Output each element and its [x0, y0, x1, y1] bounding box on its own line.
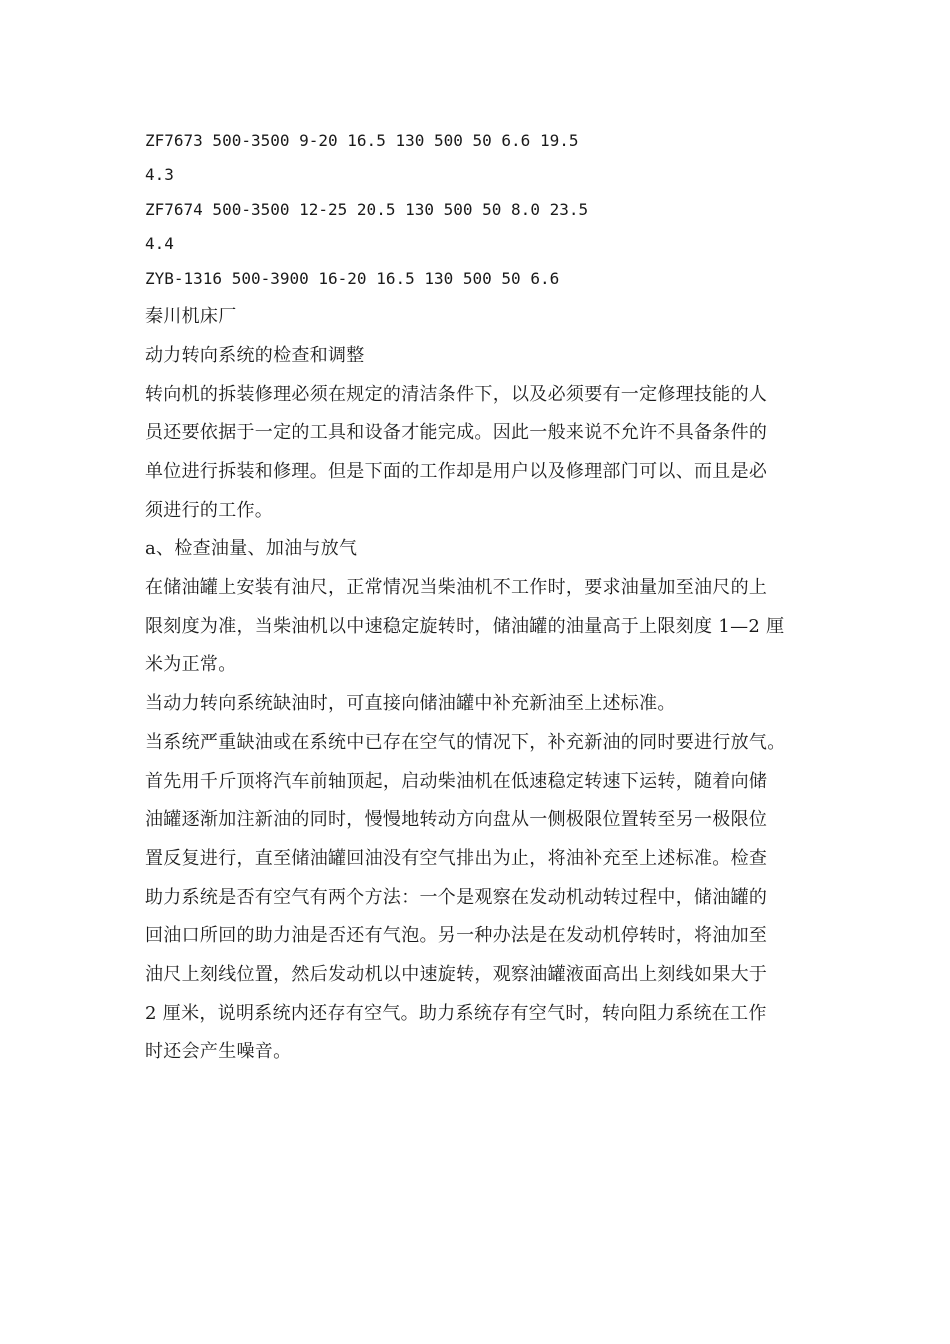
paragraph-line: 油尺上刻线位置，然后发动机以中速旋转，观察油罐液面高出上刻线如果大于	[145, 963, 768, 985]
spec-row-zf7673: ZF7673 500-3500 9-20 16.5 130 500 50 6.6 19.5	[145, 131, 579, 150]
refill-paragraph: 当动力转向系统缺油时，可直接向储油罐中补充新油至上述标准。	[145, 693, 676, 715]
section-heading: 动力转向系统的检查和调整	[145, 344, 365, 366]
bleed-paragraph	[145, 726, 810, 1070]
paragraph-line: 在储油罐上安装有油尺，正常情况当柴油机不工作时，要求油量加至油尺的上	[145, 577, 768, 599]
spec-row-zf7674: ZF7674 500-3500 12-25 20.5 130 500 50 8.0 23.5	[145, 199, 589, 219]
paragraph-line: 单位进行拆装和修理。但是下面的工作却是用户以及修理部门可以、而且是必	[145, 461, 768, 482]
paragraph-line: 转向机的拆装修理必须在规定的清洁条件下，以及必须要有一定修理技能的人	[145, 383, 768, 405]
paragraph-line: 助力系统是否有空气有两个方法：一个是观察在发动机动转过程中，储油罐的	[145, 886, 768, 908]
document-body	[145, 124, 810, 1070]
paragraph-line: 油罐逐渐加注新油的同时，慢慢地转动方向盘从一侧极限位置转至另一极限位	[145, 809, 768, 831]
spec-row-zf7673-continued: 4.3	[145, 165, 174, 185]
paragraph-line: 当系统严重缺油或在系统中已存在空气的情况下，补充新油的同时要进行放气。	[145, 731, 786, 753]
intro-paragraph	[145, 378, 810, 528]
paragraph-line: 回油口所回的助力油是否还有气泡。另一种办法是在发动机停转时，将油加至	[145, 925, 768, 947]
spec-row-zyb1316: ZYB-1316 500-3900 16-20 16.5 130 500 50 6.6	[145, 268, 560, 288]
oil-level-paragraph	[145, 571, 810, 683]
subsection-title: a、检查油量、加油与放气	[145, 538, 358, 560]
manufacturer-name: 秦川机床厂	[145, 306, 237, 328]
paragraph-line: 限刻度为准，当柴油机以中速稳定旋转时，储油罐的油量高于上限刻度 1—2 厘	[145, 615, 785, 637]
spec-row-zf7674-continued: 4.4	[145, 234, 174, 254]
paragraph-line: 米为正常。	[145, 654, 237, 676]
paragraph-line: 员还要依据于一定的工具和设备才能完成。因此一般来说不允许不具备条件的	[145, 422, 768, 444]
paragraph-line: 须进行的工作。	[145, 499, 274, 521]
paragraph-line: 2 厘米，说明系统内还存有空气。助力系统存有空气时，转向阻力系统在工作	[145, 1002, 767, 1024]
paragraph-line: 首先用千斤顶将汽车前轴顶起，启动柴油机在低速稳定转速下运转，随着向储	[145, 770, 768, 792]
paragraph-line: 时还会产生噪音。	[145, 1041, 292, 1063]
paragraph-line: 置反复进行，直至储油罐回油没有空气排出为止，将油补充至上述标准。检查	[145, 847, 768, 869]
